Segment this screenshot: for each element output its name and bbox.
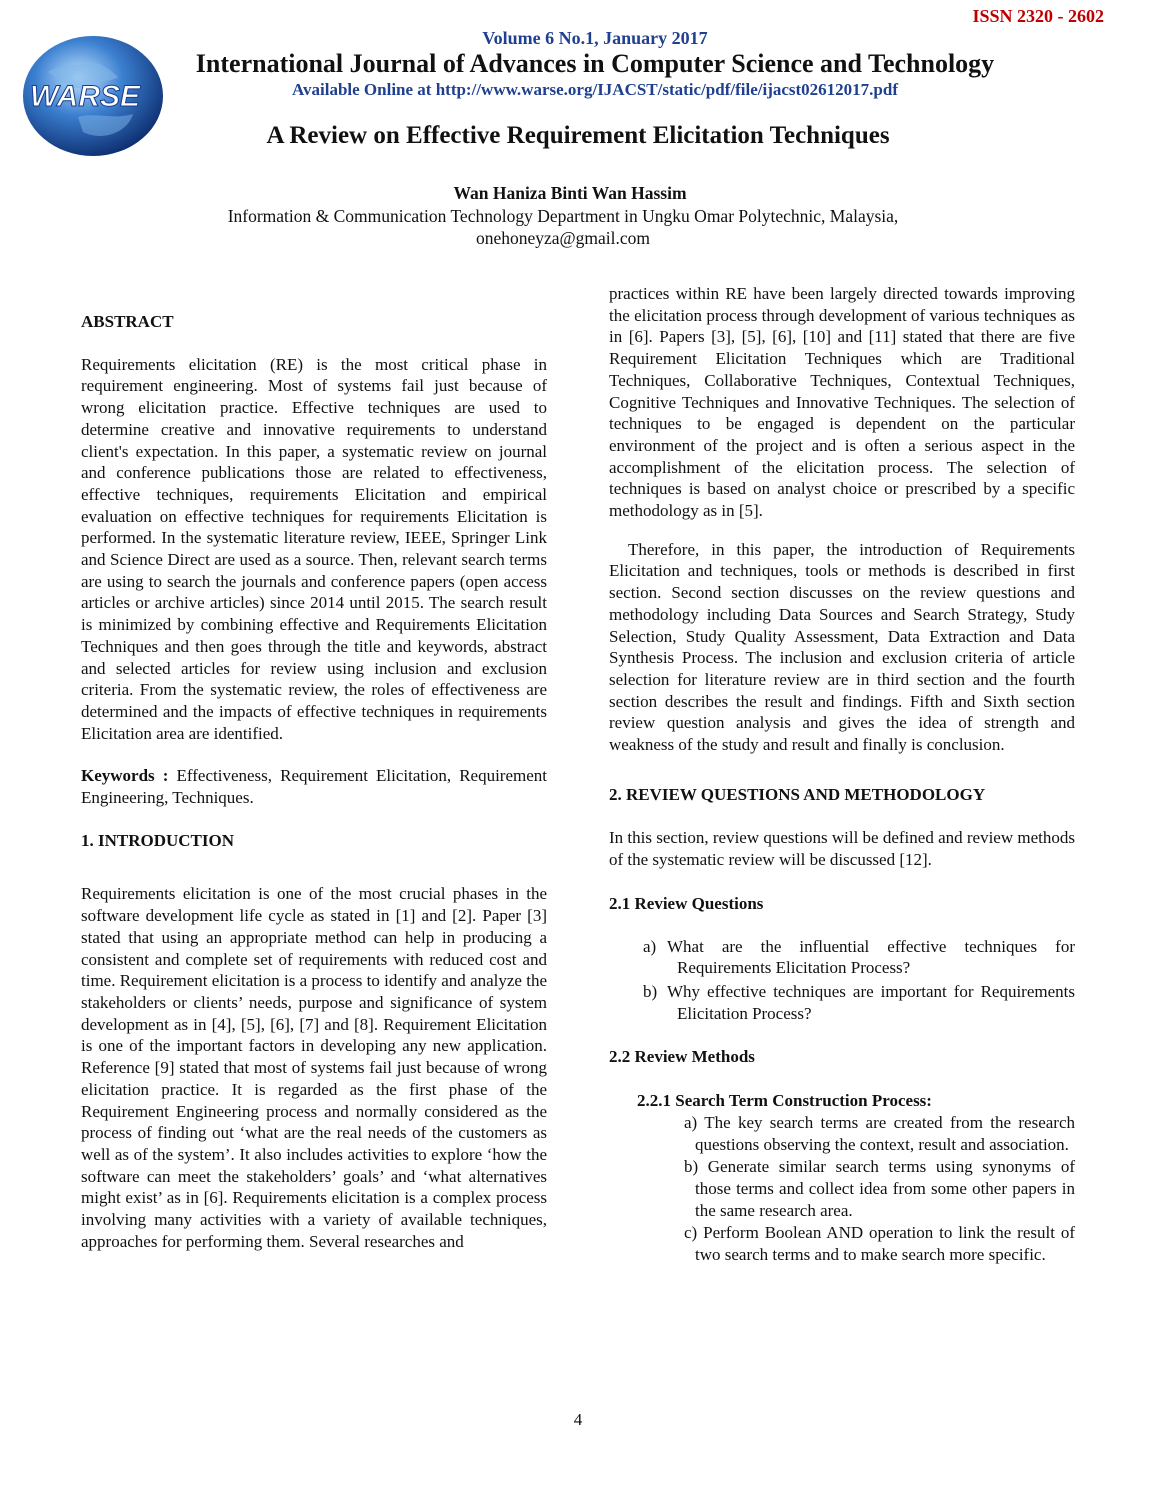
section2-intro: In this section, review questions will be defined and review methods of the systematic review will be discussed [12]. (609, 828, 1075, 870)
affiliation-line: Information & Communication Technology Department in Ungku Omar Polytechnic, Malaysia, (227, 206, 899, 226)
journal-title: International Journal of Advances in Computer Science and Technology (195, 49, 995, 78)
keywords (81, 765, 547, 808)
right-column (609, 283, 1075, 1266)
author-affiliation (0, 205, 1126, 249)
review-methods-heading: 2.2 Review Methods (609, 1047, 755, 1067)
availability-url[interactable]: Available Online at http://www.warse.org/IJACST/static/pdf/file/ijacst02612017.pdf (291, 80, 898, 99)
search-term-subheading: 2.2.1 Search Term Construction Process: (637, 1091, 932, 1111)
author-email[interactable]: onehoneyza@gmail.com (475, 228, 651, 248)
list-item: a) What are the influential effective techniques for Requirements Elicitation Process? (643, 936, 1075, 978)
introduction-heading: 1. INTRODUCTION (81, 830, 235, 850)
section2-heading: 2. REVIEW QUESTIONS AND METHODOLOGY (609, 784, 986, 804)
list-item: b) Why effective techniques are important for Requirements Elicitation Process? (643, 981, 1075, 1023)
introduction-continued: practices within RE have been largely directed towards improving the elicitation process through development of various techniques as in [6]. Papers [3], [5], [6], [10] and [11] stated that there are five Requirement Elicitation Techniques which are Traditional Techniques, Collaborative Techniques, Contextual Techniques, Cognitive Techniques and Innovative Techniques. The selection of techniques to be engaged is dependent on the particular environment of the project and is often a serious aspect in the accomplishment of the elicitation process. The selection of techniques is based on analyst choice or prescribed by a specific methodology as in [5]. (609, 284, 1075, 521)
paper-title: A Review on Effective Requirement Elicitation Techniques (266, 122, 890, 149)
review-questions-heading: 2.1 Review Questions (609, 893, 764, 913)
introduction-text: Requirements elicitation is one of the most crucial phases in the software development life cycle as stated in [1] and [2]. Paper [3] stated that using an appropriate method can help in producing a consistent and complete set of requirements with reduced cost and time. Requirement elicitation is a process to identify and analyze the stakeholders or clients’ needs, purpose and significance of system development as in [4], [5], [6], [7] and [8]. Requirement Elicitation is one of the important factors in developing any new application. Reference [9] stated that most of systems fail just because of wrong elicitation practice. It is regarded as the first phase of the Requirement Engineering process and normally considered as the process of finding out ‘what are the real needs of the customers as well as of the system’. It also includes activities to explore ‘how the software can meet the stakeholders’ goals’ and ‘what alternatives might exist’ as in [6]. Requirements elicitation is a complex process involving many activities with a variety of available techniques, approaches for performing them. Several researches and (81, 884, 547, 1251)
left-column (81, 311, 547, 1252)
review-questions-list (609, 936, 1075, 1025)
author-name: Wan Haniza Binti Wan Hassim (453, 183, 687, 203)
logo-text: WARSE (30, 80, 141, 113)
introduction-paragraph-2: Therefore, in this paper, the introduction of Requirements Elicitation and techniques, tools or methods is described in first section. Second section discusses on the review questions and methodology including Data Sources and Search Strategy, Study Selection, Study Quality Assessment, Data Extraction and Data Synthesis Process. The inclusion and exclusion criteria of article selection for literature review are in third section and the fourth section describes the result and findings. Fifth and Sixth section review question analysis and gives the idea of strength and weakness of the study and result and finally is conclusion. (609, 539, 1075, 755)
list-item: a) The key search terms are created from the research questions observing the context, result and association. (684, 1112, 1075, 1154)
list-item: b) Generate similar search terms using synonyms of those terms and collect idea from some other papers in the same research area. (684, 1157, 1075, 1220)
search-steps-list (609, 1112, 1075, 1266)
keywords-label: Keywords : (81, 766, 169, 786)
list-item: c) Perform Boolean AND operation to link the result of two search terms and to make search more specific. (684, 1223, 1075, 1265)
abstract-heading: ABSTRACT (81, 312, 174, 331)
abstract-text: Requirements elicitation (RE) is the most critical phase in requirement engineering. Most of systems fail just because of wrong elicitation practice. Effective techniques are used to determine creative and innovative requirements to understand client's expectation. In this paper, a systematic review on journal and conference publications those are related to effectiveness, effective techniques, requirements Elicitation and empirical evaluation on effective techniques for requirements Elicitation is performed. In the systematic literature review, IEEE, Springer Link and Science Direct are used as a source. Then, relevant search terms are using to search the journals and conference papers (open access articles or archive articles) since 2014 until 2015. The search result is minimized by combining effective and Requirements Elicitation Techniques and then goes through the title and keywords, abstract and selected articles for review using inclusion and exclusion criteria. From the systematic review, the roles of effectiveness are determined and the impacts of effective techniques in requirements Elicitation area are identified. (81, 354, 547, 743)
volume-issue: Volume 6 No.1, January 2017 (482, 28, 708, 48)
issn-label: ISSN 2320 - 2602 (972, 6, 1104, 26)
keywords-list: Effectiveness, Requirement Elicitation, Requirement Engineering, Techniques. (81, 766, 547, 808)
page-number: 4 (573, 1410, 583, 1429)
